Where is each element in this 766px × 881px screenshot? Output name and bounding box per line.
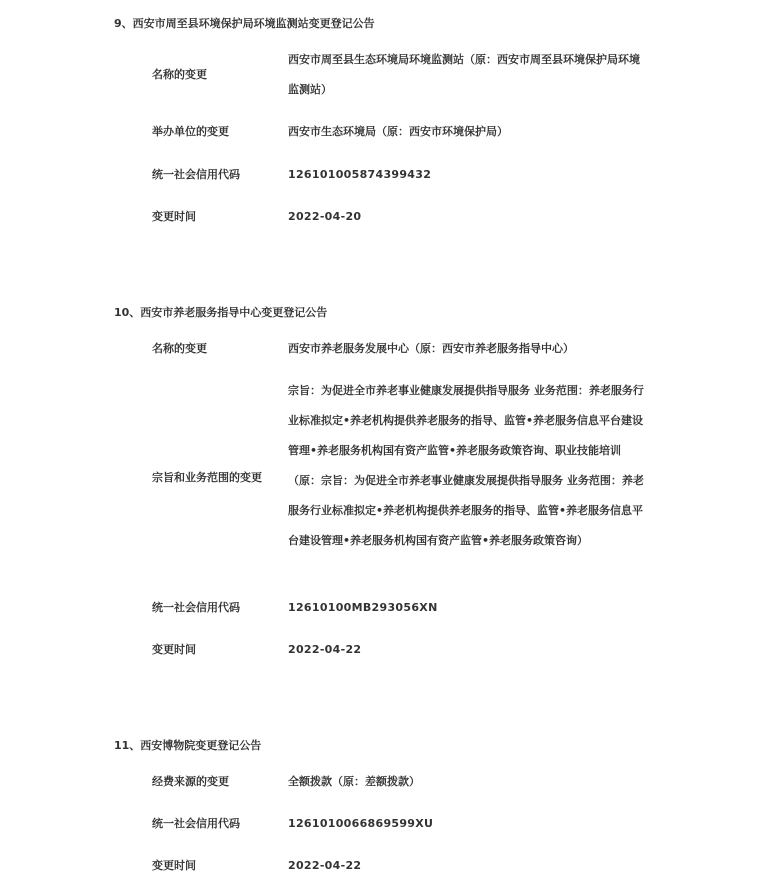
field-value: 1261010066869599XU: [288, 817, 434, 830]
field-value: 2022-04-22: [288, 859, 362, 872]
field-label: 变更时间: [152, 210, 196, 223]
field-value: 宗旨：为促进全市养老事业健康发展提供指导服务 业务范围：养老服务行业标准拟定•养老机构提供养老服务的指导、监管•养老服务信息平台建设管理•养老服务机构国有资产监管•养老服务政策咨询、职业技能培训（原：宗旨：为促进全市养老事业健康发展提供指导服务 业务范围：养老服务行业标准拟定•养老机构提供养老服务的指导、监管•养老服务信息平台建设管理•养老服务机构国有资产监管•养老服务政策咨询）: [288, 384, 644, 547]
field-label: 名称的变更: [152, 342, 207, 355]
field-value: 2022-04-20: [288, 210, 362, 223]
notice-title: 10、西安市养老服务指导中心变更登记公告: [114, 306, 328, 319]
field-label: 宗旨和业务范围的变更: [152, 471, 262, 484]
notice-title: 11、西安博物院变更登记公告: [114, 739, 262, 752]
field-value: 西安市养老服务发展中心（原：西安市养老服务指导中心）: [288, 342, 574, 355]
field-label: 举办单位的变更: [152, 125, 229, 138]
field-label: 统一社会信用代码: [152, 817, 240, 830]
field-value: 西安市周至县生态环境局环境监测站（原：西安市周至县环境保护局环境监测站）: [288, 53, 640, 96]
field-label: 经费来源的变更: [152, 775, 229, 788]
notice-title: 9、西安市周至县环境保护局环境监测站变更登记公告: [114, 17, 375, 30]
field-value: 全额拨款（原：差额拨款）: [288, 775, 420, 788]
field-label: 变更时间: [152, 859, 196, 872]
field-value: 西安市生态环境局（原：西安市环境保护局）: [288, 125, 508, 138]
field-label: 变更时间: [152, 643, 196, 656]
field-label: 名称的变更: [152, 68, 207, 81]
field-value: 2022-04-22: [288, 643, 362, 656]
field-label: 统一社会信用代码: [152, 601, 240, 614]
field-label: 统一社会信用代码: [152, 168, 240, 181]
field-value: 126101005874399432: [288, 168, 432, 181]
field-value: 12610100MB293056XN: [288, 601, 438, 614]
